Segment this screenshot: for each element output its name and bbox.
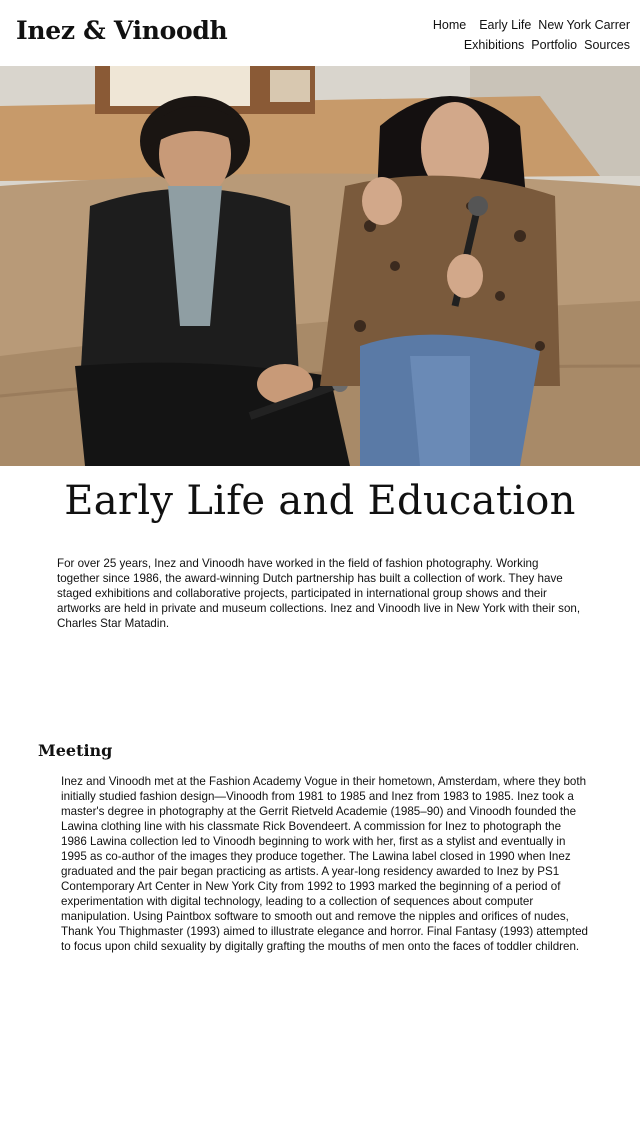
nav-exhibitions[interactable]: Exhibitions — [463, 38, 525, 52]
nav-sources[interactable]: Sources — [584, 38, 630, 52]
section-heading-meeting: Meeting — [38, 741, 113, 760]
hero-photo-illustration — [0, 66, 640, 466]
nav-early-life[interactable]: Early Life — [479, 18, 532, 32]
nav-home[interactable]: Home — [432, 18, 467, 32]
nav-portfolio[interactable]: Portfolio — [531, 38, 578, 52]
nav-row-primary — [433, 18, 630, 32]
nav-new-york-career[interactable]: New York Carrer — [538, 18, 630, 32]
site-logo[interactable]: Inez & Vinoodh — [16, 16, 228, 45]
nav-row-secondary — [464, 38, 630, 52]
intro-paragraph: For over 25 years, Inez and Vinoodh have worked in the field of fashion photography. Working together since 1986, the award-winning Dutch partnership has built a collection of work. They have staged exhibitions and collaborative projects, participated in international group shows and their artworks are held in private and museum collections. Inez and Vinoodh live in New York with their son, Charles Star Matadin. — [57, 557, 581, 630]
site-header — [0, 0, 640, 66]
section-body-meeting: Inez and Vinoodh met at the Fashion Academy Vogue in their hometown, Amsterdam, where they both initially studied fashion design—Vinoodh from 1981 to 1985 and Inez from 1983 to 1985. Inez took a master's degree in photography at the Gerrit Rietveld Academie (1985–90) and Vinoodh founded the Lawina clothing line with his classmate Rick Bovendeert. A commission for Inez to photograph the 1986 Lawina collection led to Vinoodh beginning to work with her, first as a stylist and eventually in 1995 as co-author of the images they produce together. The Lawina label closed in 1990 when Inez graduated and the pair began practicing as artists. A year-long residency awarded to Inez by PS1 Contemporary Art Center in New York City from 1992 to 1993 marked the beginning of a period of experimentation with digital technology, leading to a collection of sequences about computer manipulation. Using Paintbox software to smooth out and remove the nipples and orifices of nudes, Thank You Thighmaster (1993) aimed to illustrate elegance and horror. Final Fantasy (1993) attempted to focus upon child sexuality by digitally grafting the mouths of men onto the faces of toddler children. — [61, 775, 588, 953]
hero-photo — [0, 66, 640, 466]
page-title: Early Life and Education — [64, 478, 576, 524]
